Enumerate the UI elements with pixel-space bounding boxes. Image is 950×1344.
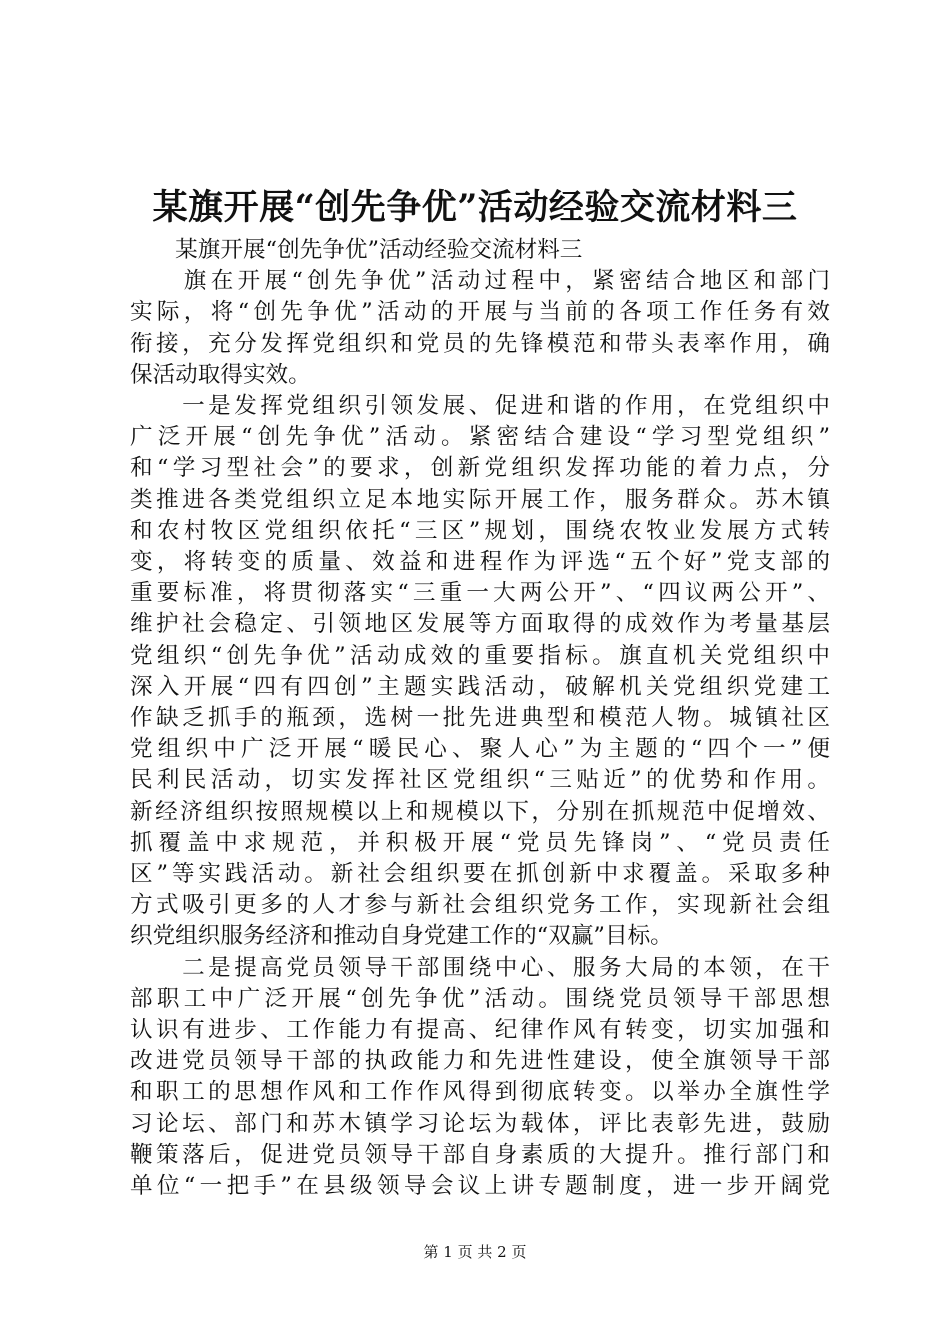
body-text-line: 深入开展“四有四创”主题实践活动，破解机关党组织党建工 [130,673,830,700]
body-text-line: 和职工的思想作风和工作作风得到彻底转变。以举办全旗性学 [130,1079,830,1106]
document-title: 某旗开展“创先争优”活动经验交流材料三 [152,187,798,228]
body-text-line: 类推进各类党组织立足本地实际开展工作，服务群众。苏木镇 [130,486,830,513]
body-text-line: 实际，将“创先争优”活动的开展与当前的各项工作任务有效 [130,299,830,326]
body-text-line: 作缺乏抓手的瓶颈，选树一批先进典型和模范人物。城镇社区 [130,705,830,731]
body-text-line: 党组织“创先争优”活动成效的重要指标。旗直机关党组织中 [130,642,830,669]
body-text-line: 新经济组织按照规模以上和规模以下，分别在抓规范中促增效、 [130,798,830,825]
body-text-line: 单位“一把手”在县级领导会议上讲专题制度，进一步开阔党 [130,1173,830,1199]
body-text-line: 一是发挥党组织引领发展、促进和谐的作用，在党组织中 [130,393,830,419]
body-text-line: 党组织中广泛开展“暖民心、聚人心”为主题的“四个一”便 [130,736,830,763]
body-text-line: 和农村牧区党组织依托“三区”规划，围绕农牧业发展方式转 [130,517,830,544]
body-text-line: 抓覆盖中求规范，并积极开展“党员先锋岗”、“党员责任 [130,829,830,856]
body-text-line: 衔接，充分发挥党组织和党员的先锋模范和带头表率作用，确 [130,330,830,357]
body-text-line: 二是提高党员领导干部围绕中心、服务大局的本领，在干 [130,954,830,981]
body-text-line: 和“学习型社会”的要求，创新党组织发挥功能的着力点，分 [130,455,830,482]
body-text-line: 旗在开展“创先争优”活动过程中，紧密结合地区和部门 [130,268,830,295]
body-text-line: 民利民活动，切实发挥社区党组织“三贴近”的优势和作用。 [130,767,830,794]
body-text-line: 变，将转变的质量、效益和进程作为评选“五个好”党支部的 [130,549,830,575]
body-text-line: 某旗开展“创先争优”活动经验交流材料三 [130,237,583,263]
body-text-line: 区”等实践活动。新社会组织要在抓创新中求覆盖。采取多种 [130,861,830,887]
body-text-line: 重要标准，将贯彻落实“三重一大两公开”、“四议两公开”、 [130,580,830,607]
body-text-line: 方式吸引更多的人才参与新社会组织党务工作，实现新社会组 [130,892,830,919]
body-text-line: 鞭策落后，促进党员领导干部自身素质的大提升。推行部门和 [130,1141,830,1168]
body-text-line: 维护社会稳定、引领地区发展等方面取得的成效作为考量基层 [130,611,830,638]
body-text-line: 织党组织服务经济和推动自身党建工作的“双赢”目标。 [130,923,673,950]
page-footer: 第 1 页 共 2 页 [423,1243,527,1261]
body-text-line: 认识有进步、工作能力有提高、纪律作风有转变，切实加强和 [130,1017,830,1043]
body-text-line: 广泛开展“创先争优”活动。紧密结合建设“学习型党组织” [130,424,830,451]
body-text-line: 保活动取得实效。 [130,361,311,388]
body-text-line: 改进党员领导干部的执政能力和先进性建设，使全旗领导干部 [130,1048,830,1075]
body-text-line: 习论坛、部门和苏木镇学习论坛为载体，评比表彰先进，鼓励 [130,1110,830,1137]
body-text-line: 部职工中广泛开展“创先争优”活动。围绕党员领导干部思想 [130,985,830,1012]
